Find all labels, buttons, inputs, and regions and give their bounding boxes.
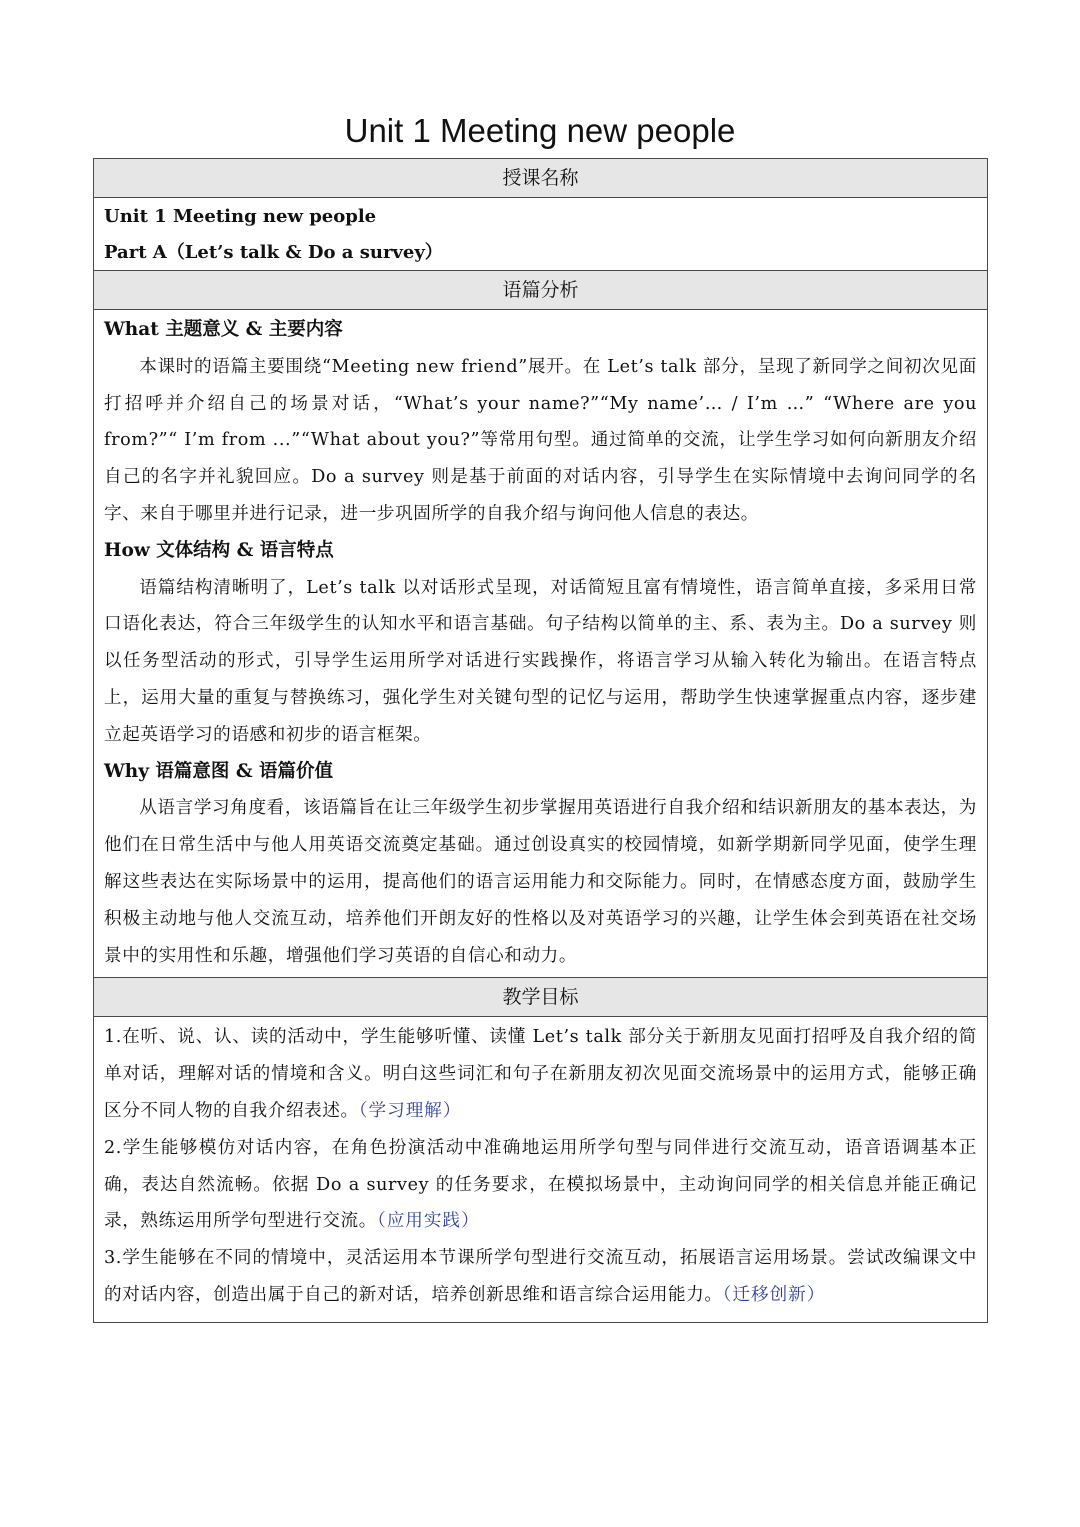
course-name-cell [94,198,987,271]
section-header-course-name: 授课名称 [94,159,987,198]
what-paragraph: 本课时的语篇主要围绕“Meeting new friend”展开。在 Let’s talk 部分，呈现了新同学之间初次见面打招呼并介绍自己的场景对话，“What’s your name?”“My name’… / I’m …” “Where are you from?”“ I’m from ...”“What about you?”等常用句型。通过简单的交流，让学生学习如何向新朋友介绍自己的名字并礼貌回应。Do a survey 则是基于前面的对话内容，引导学生在实际情境中去询问同学的名字、来自于哪里并进行记录，进一步巩固所学的自我介绍与询问他人信息的表达。 [104,356,977,524]
objective-text: 3.学生能够在不同的情境中，灵活运用本节课所学句型进行交流互动，拓展语言运用场景。尝试改编课文中的对话内容，创造出属于自己的新对话，培养创新思维和语言综合运用能力。 [104,1248,977,1305]
section-header-objectives: 教学目标 [94,978,987,1017]
objective-tag: （应用实践） [376,1211,480,1232]
objective-text: 2.学生能够模仿对话内容，在角色扮演活动中准确地运用所学句型与同伴进行交流互动，语音语调基本正确，表达自然流畅。依据 Do a survey 的任务要求，在模拟场景中，主动询问同学的相关信息并能正确记录，熟练运用所学句型进行交流。 [104,1137,977,1232]
analysis-cell [94,310,987,978]
why-heading: Why 语篇意图 & 语篇价值 [104,760,334,782]
objective-item [104,1240,977,1314]
course-part-line: Part A（Let’s talk & Do a survey） [104,242,443,263]
objective-item [104,1130,977,1240]
how-heading: How 文体结构 & 语言特点 [104,539,334,561]
section-header-analysis: 语篇分析 [94,271,987,310]
objective-tag: （学习理解） [358,1100,462,1121]
what-heading: What 主题意义 & 主要内容 [104,319,343,340]
objective-tag: （迁移创新） [722,1284,826,1305]
objective-text: 1.在听、说、认、读的活动中，学生能够听懂、读懂 Let’s talk 部分关于新朋友见面打招呼及自我介绍的简单对话，理解对话的情境和含义。明白这些词汇和句子在新朋友初次见面交流场景中的运用方式，能够正确区分不同人物的自我介绍表述。 [104,1027,977,1121]
document-title: Unit 1 Meeting new people [344,112,736,149]
why-paragraph: 从语言学习角度看，该语篇旨在让三年级学生初步掌握用英语进行自我介绍和结识新朋友的基本表达，为他们在日常生活中与他人用英语交流奠定基础。通过创设真实的校园情境，如新学期新同学见面，使学生理解这些表达在实际场景中的运用，提高他们的语言运用能力和交际能力。同时，在情感态度方面，鼓励学生积极主动地与他人交流互动，培养他们开朗友好的性格以及对英语学习的兴趣，让学生体会到英语在社交场景中的实用性和乐趣，增强他们学习英语的自信心和动力。 [104,798,977,966]
objective-item [104,1019,977,1129]
lesson-plan-table [93,158,988,1323]
how-paragraph: 语篇结构清晰明了，Let’s talk 以对话形式呈现，对话简短且富有情境性，语言简单直接，多采用日常口语化表达，符合三年级学生的认知水平和语言基础。句子结构以简单的主、系、表为主。Do a survey 则以任务型活动的形式，引导学生运用所学对话进行实践操作，将语言学习从输入转化为输出。在语言特点上，运用大量的重复与替换练习，强化学生对关键句型的记忆与运用，帮助学生快速掌握重点内容，逐步建立起英语学习的语感和初步的语言框架。 [104,577,977,745]
course-unit-line: Unit 1 Meeting new people [104,206,377,227]
objectives-cell [94,1017,987,1321]
